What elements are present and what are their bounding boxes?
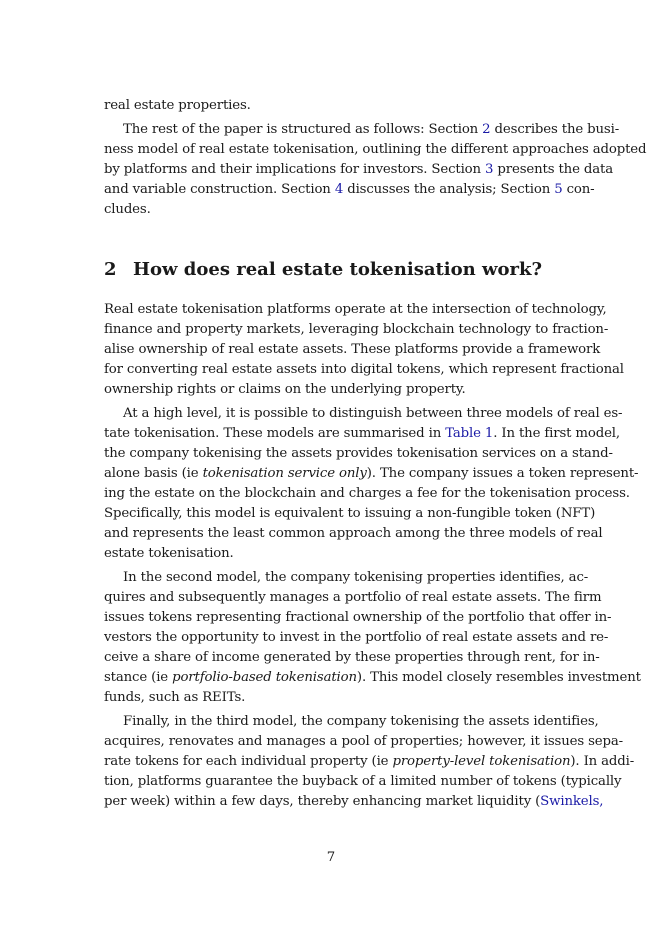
body-paragraph-4 — [104, 712, 635, 812]
section-5-link[interactable]: 5 — [554, 182, 563, 197]
section-2-link[interactable]: 2 — [482, 122, 491, 137]
intro-paragraph — [104, 120, 647, 220]
text-line: tate tokenisation. These models are summarised in Table 1. In the first model, — [104, 426, 620, 441]
text-line: real estate properties. — [104, 98, 251, 113]
body-paragraph-2 — [104, 404, 639, 564]
citation-link[interactable]: Swinkels, — [540, 794, 604, 809]
text-line: tion, platforms guarantee the buyback of a limited number of tokens (typically — [104, 774, 622, 789]
text-line: ceive a share of income generated by these properties through rent, for in- — [104, 650, 600, 665]
text-line: ownership rights or claims on the underlying property. — [104, 382, 466, 397]
text-line: funds, such as REITs. — [104, 690, 246, 705]
text-line: the company tokenising the assets provides tokenisation services on a stand- — [104, 446, 613, 461]
text-line: issues tokens representing fractional ownership of the portfolio that offer in- — [104, 610, 612, 625]
text-line: In the second model, the company tokenising properties identifies, ac- — [123, 570, 589, 585]
text-line: for converting real estate assets into digital tokens, which represent fractional — [104, 362, 624, 377]
text-line: ing the estate on the blockchain and charges a fee for the tokenisation process. — [104, 486, 630, 501]
text-line: vestors the opportunity to invest in the portfolio of real estate assets and re- — [104, 630, 609, 645]
text-line: and variable construction. Section 4 discusses the analysis; Section 5 con- — [104, 182, 595, 197]
intro-block — [104, 96, 647, 220]
text-line: and represents the least common approach among the three models of real — [104, 526, 603, 541]
section-title-text: How does real estate tokenisation work? — [133, 259, 542, 280]
text-line: alone basis (ie tokenisation service only). The company issues a token represent- — [104, 466, 639, 481]
body-paragraph-1 — [104, 300, 624, 400]
text-line: finance and property markets, leveraging blockchain technology to fraction- — [104, 322, 609, 337]
text-line: per week) within a few days, thereby enhancing market liquidity (Swinkels, — [104, 794, 604, 809]
text-line: Real estate tokenisation platforms operate at the intersection of technology, — [104, 302, 607, 317]
text-line: cludes. — [104, 202, 151, 217]
section-number: 2 — [104, 259, 117, 280]
text-line: by platforms and their implications for investors. Section 3 presents the data — [104, 162, 613, 177]
section-3-link[interactable]: 3 — [485, 162, 494, 177]
text-line: stance (ie portfolio-based tokenisation). This model closely resembles investment — [104, 670, 641, 685]
text-line: acquires, renovates and manages a pool of properties; however, it issues sepa- — [104, 734, 623, 749]
page-number: 7 — [326, 850, 336, 865]
table-1-link[interactable]: Table 1 — [445, 426, 494, 441]
section-heading — [104, 258, 542, 282]
text-line: estate tokenisation. — [104, 546, 234, 561]
text-line: Specifically, this model is equivalent to issuing a non-fungible token (NFT) — [104, 506, 596, 521]
text-line: Finally, in the third model, the company tokenising the assets identifies, — [123, 714, 599, 729]
section-body — [104, 300, 641, 812]
text-line: alise ownership of real estate assets. These platforms provide a framework — [104, 342, 601, 357]
text-line: quires and subsequently manages a portfolio of real estate assets. The firm — [104, 590, 602, 605]
body-paragraph-3 — [104, 568, 641, 708]
text-line: The rest of the paper is structured as follows: Section 2 describes the busi- — [123, 122, 620, 137]
intro-fragment — [104, 96, 558, 116]
section-4-link[interactable]: 4 — [334, 182, 344, 197]
text-line: At a high level, it is possible to distinguish between three models of real es- — [123, 406, 623, 421]
text-line: ness model of real estate tokenisation, outlining the different approaches adopted — [104, 142, 647, 157]
text-line: rate tokens for each individual property (ie property-level tokenisation). In addi- — [104, 754, 635, 769]
